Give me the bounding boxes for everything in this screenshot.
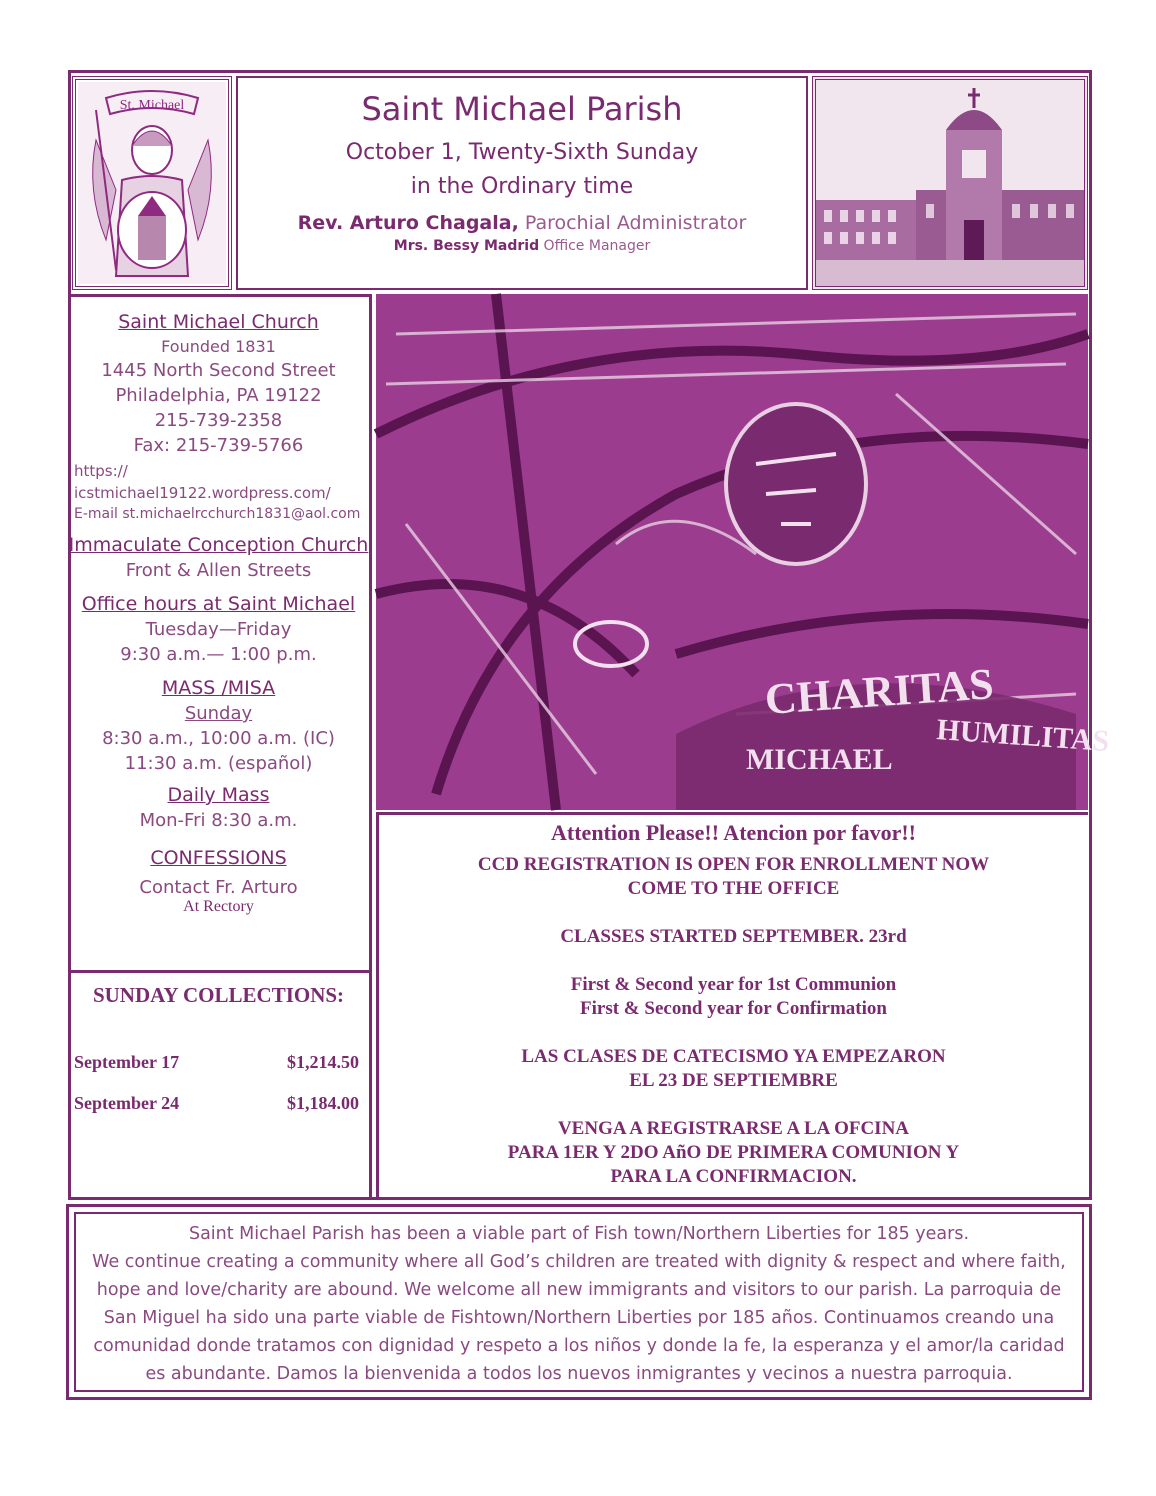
art-text-charitas: CHARITAS	[763, 659, 996, 724]
mission-text	[76, 1214, 1082, 1388]
church-photo	[812, 76, 1088, 290]
confessions-place: At Rectory	[183, 898, 254, 915]
collection-amount: $1,184.00	[287, 1093, 359, 1113]
notice-line: COME TO THE OFFICE	[627, 878, 840, 899]
manager-name: Mrs. Bessy Madrid	[393, 238, 540, 254]
notice-line: PARA LA CONFIRMACION.	[610, 1166, 857, 1187]
notice-content	[379, 815, 1088, 1189]
sidebar-content	[68, 297, 369, 916]
art-text-humilitas: HUMILITAS	[935, 713, 1111, 759]
fax-number: Fax: 215-739-5766	[133, 435, 304, 456]
saint-michael-logo-icon	[76, 80, 228, 286]
archangel-artwork-image	[376, 294, 1111, 810]
office-heading: Office hours at Saint Michael	[81, 593, 356, 615]
website-line2[interactable]: icstmichael19122.wordpress.com/	[74, 484, 331, 502]
mass-heading: MASS /MISA	[161, 677, 276, 699]
subtitle-line2: in the Ordinary time	[410, 174, 634, 199]
daily-mass-heading: Daily Mass	[167, 784, 270, 806]
notice-line: VENGA A REGISTRARSE A LA OFCINA	[557, 1118, 910, 1139]
office-days: Tuesday—Friday	[145, 619, 292, 640]
sunday-times-2: 11:30 a.m. (español)	[124, 753, 313, 774]
pastor-line	[238, 212, 806, 234]
subtitle-line1: October 1, Twenty-Sixth Sunday	[345, 140, 699, 165]
collection-date: September 17	[74, 1052, 180, 1072]
mission-inner	[74, 1212, 1084, 1392]
art-text-michael: MICHAEL	[746, 743, 893, 776]
collection-amount: $1,214.50	[287, 1052, 359, 1072]
church-building-image	[816, 80, 1084, 286]
ic-address: Front & Allen Streets	[125, 560, 312, 581]
notice-line: CCD REGISTRATION IS OPEN FOR ENROLLMENT NOW	[477, 854, 990, 875]
collections-heading: SUNDAY COLLECTIONS:	[92, 983, 345, 1007]
notice-line: CLASSES STARTED SEPTEMBER. 23rd	[560, 926, 907, 947]
ic-heading: Immaculate Conception Church	[68, 534, 369, 556]
street-address: 1445 North Second Street	[101, 360, 336, 381]
city-address: Philadelphia, PA 19122	[115, 385, 322, 406]
email-line[interactable]: E-mail st.michaelrcchurch1831@aol.com	[74, 506, 361, 522]
collection-date: September 24	[74, 1093, 180, 1113]
confessions-contact: Contact Fr. Arturo	[139, 877, 298, 898]
mission-box	[66, 1204, 1092, 1400]
church-heading: Saint Michael Church	[118, 311, 319, 333]
notice-line: First & Second year for 1st Communion	[570, 974, 897, 995]
parish-title: Saint Michael Parish	[361, 90, 683, 128]
collections-box	[68, 970, 372, 1200]
notice-line: First & Second year for Confirmation	[580, 998, 887, 1019]
mission-line: es abundante. Damos la bienvenida a todos los nuevos inmigrantes y vecinos a nuestra parroquia.	[145, 1364, 1013, 1384]
attention-heading: Attention Please!! Atencion por favor!!	[551, 820, 916, 845]
mission-line: San Miguel ha sido una parte viable de Fishtown/Northern Liberties por 185 años. Continuamos creando una	[103, 1308, 1055, 1328]
artwork-panel	[376, 294, 1111, 810]
sidebar-info	[68, 294, 372, 972]
manager-line	[238, 238, 806, 254]
manager-role: Office Manager	[543, 238, 651, 254]
mission-line: We continue creating a community where all God’s children are treated with dignity & respect and where faith,	[92, 1252, 1066, 1272]
mission-line: Saint Michael Parish has been a viable part of Fish town/Northern Liberties for 185 years.	[188, 1224, 970, 1244]
notice-line: LAS CLASES DE CATECISMO YA EMPEZARON	[521, 1046, 946, 1067]
sunday-times-1: 8:30 a.m., 10:00 a.m. (IC)	[102, 728, 335, 749]
collection-row	[74, 1093, 359, 1114]
header-box	[236, 76, 808, 290]
collection-row	[74, 1052, 359, 1073]
confessions-heading: CONFESSIONS	[150, 847, 287, 869]
daily-mass-times: Mon-Fri 8:30 a.m.	[139, 810, 298, 831]
logo-box	[72, 76, 232, 290]
sunday-label: Sunday	[184, 703, 253, 724]
phone-number: 215-739-2358	[154, 410, 283, 431]
pastor-name: Rev. Arturo Chagala,	[297, 212, 519, 234]
notice-line: PARA 1ER Y 2DO AñO DE PRIMERA COMUNION Y	[507, 1142, 960, 1163]
founded-text: Founded 1831	[161, 337, 276, 356]
website-line1[interactable]: https://	[74, 462, 128, 480]
notice-box	[376, 812, 1088, 1200]
pastor-role: Parochial Administrator	[524, 212, 747, 234]
office-times: 9:30 a.m.— 1:00 p.m.	[120, 644, 317, 665]
mission-line: hope and love/charity are abound. We welcome all new immigrants and visitors to our parish. La parroquia de	[96, 1280, 1062, 1300]
mission-line: comunidad donde tratamos con dignidad y respeto a los niños y donde la fe, la esperanza y el amor/la caridad	[93, 1336, 1065, 1356]
notice-line: EL 23 DE SEPTIEMBRE	[629, 1070, 838, 1091]
logo-text: St. Michael	[119, 98, 185, 113]
